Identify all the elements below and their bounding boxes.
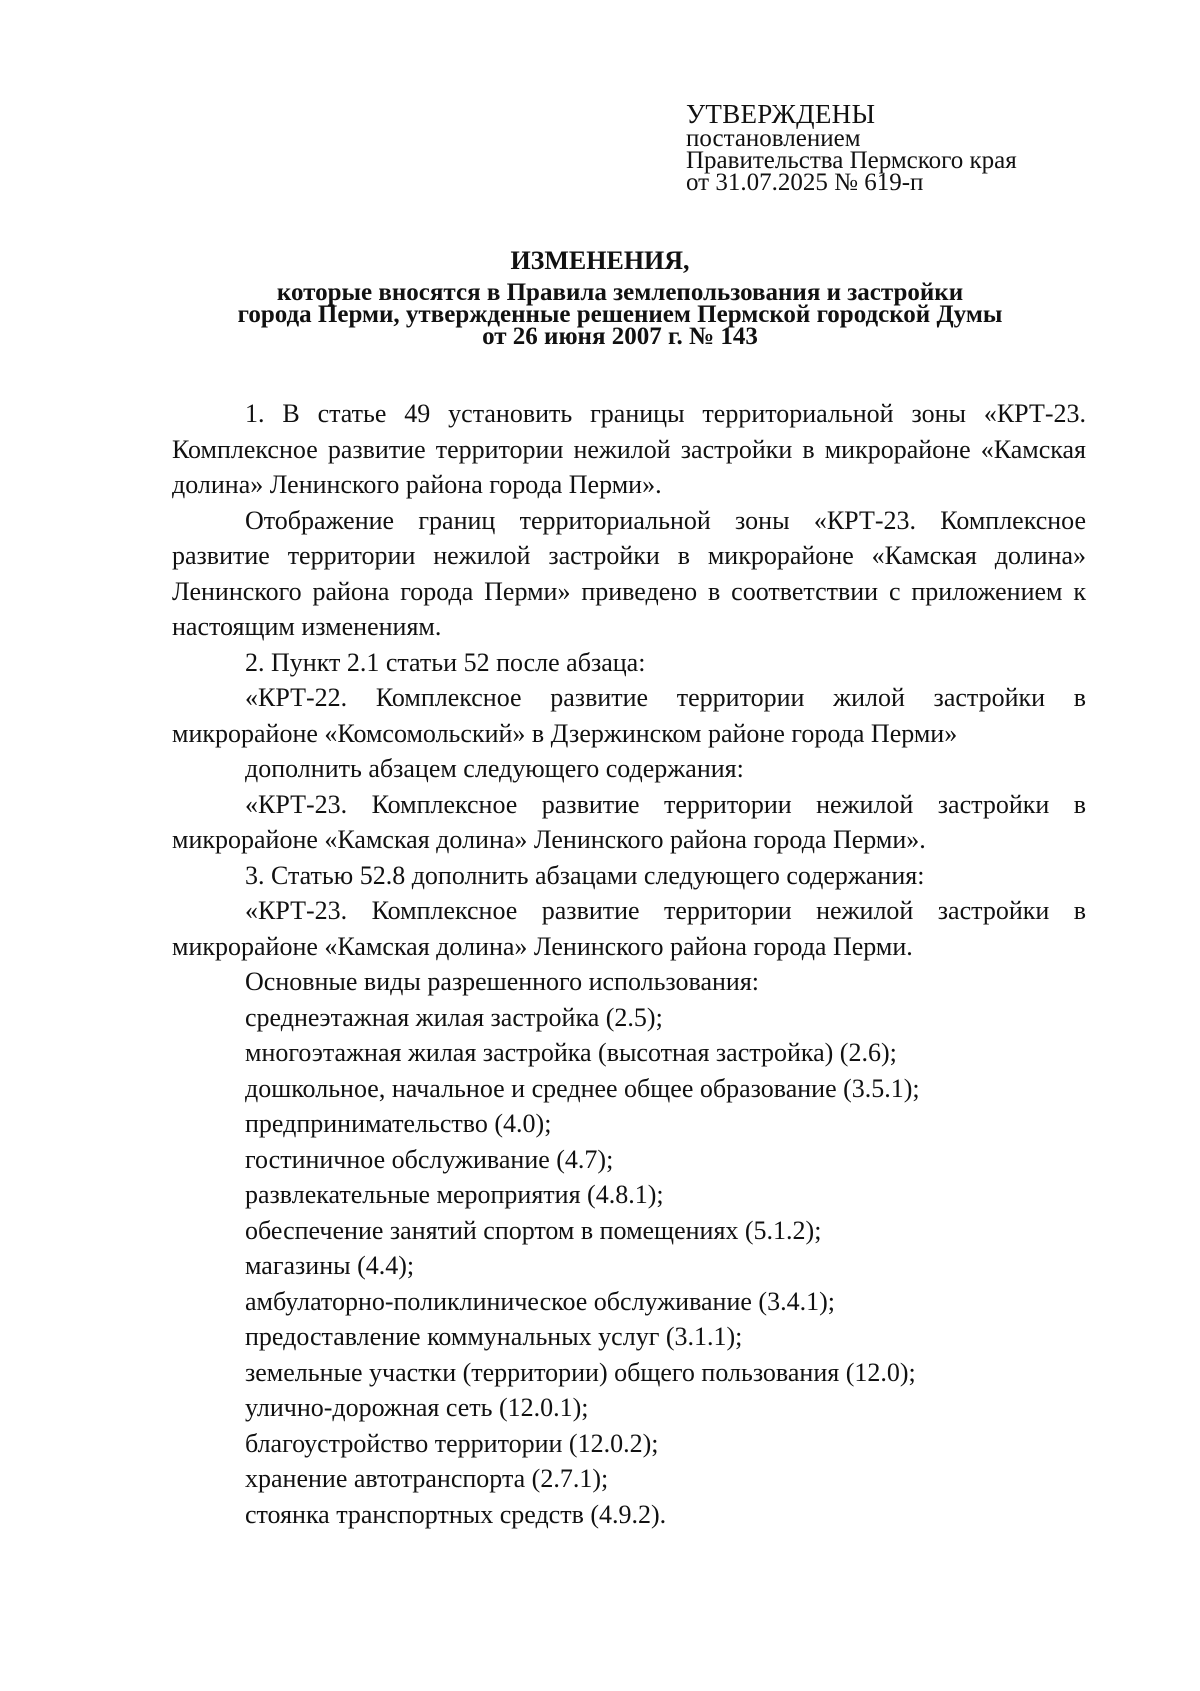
- list-item: развлекательные мероприятия (4.8.1);: [245, 1180, 664, 1209]
- list-item: земельные участки (территории) общего пользования (12.0);: [245, 1357, 916, 1387]
- list-item: амбулаторно-поликлиническое обслуживание (3.4.1);: [245, 1286, 835, 1316]
- list-item: гостиничное обслуживание (4.7);: [245, 1144, 614, 1174]
- permitted-uses-list: [172, 1000, 1086, 1533]
- list-item: предоставление коммунальных услуг (3.1.1);: [245, 1322, 743, 1351]
- list-item: хранение автотранспорта (2.7.1);: [245, 1464, 609, 1493]
- paragraph-6: «КРТ-23. Комплексное развитие территории нежилой застройки в микрорайоне «Камская долина» Ленинского района города Перми».: [172, 789, 1086, 854]
- list-item: магазины (4.4);: [245, 1251, 415, 1280]
- approval-line-3: от 31.07.2025 № 619-п: [686, 169, 924, 196]
- paragraph-3: 2. Пункт 2.1 статьи 52 после абзаца:: [245, 647, 646, 677]
- approval-line-1: постановлением: [686, 125, 861, 152]
- paragraph-2: Отображение границ территориальной зоны «КРТ-23. Комплексное развитие территории нежилой застройки в микрорайоне «Камская долина» Ленинского района города Перми» приведено в соответствии с приложением к настоящим изменениям.: [172, 505, 1086, 641]
- subtitle-line-1: которые вносятся в Правила землепользования и застройки: [276, 279, 964, 306]
- list-item: благоустройство территории (12.0.2);: [245, 1428, 659, 1458]
- paragraph-5: дополнить абзацем следующего содержания:: [245, 754, 744, 783]
- approval-line-2: Правительства Пермского края: [686, 147, 1017, 174]
- paragraph-4: «КРТ-22. Комплексное развитие территории жилой застройки в микрорайоне «Комсомольский» в Дзержинском районе города Перми»: [172, 683, 1086, 748]
- subtitle-line-3: от 26 июня 2007 г. № 143: [482, 323, 758, 350]
- list-item: многоэтажная жилая застройка (высотная застройка) (2.6);: [245, 1038, 897, 1067]
- document-body: [172, 396, 1086, 1532]
- subtitle-line-2: города Перми, утвержденные решением Пермской городской Думы: [237, 301, 1003, 328]
- list-item: дошкольное, начальное и среднее общее образование (3.5.1);: [245, 1073, 920, 1103]
- paragraph-1: 1. В статье 49 установить границы территориальной зоны «КРТ-23. Комплексное развитие территории нежилой застройки в микрорайоне «Камская долина» Ленинского района города Перми».: [172, 399, 1086, 499]
- approval-heading: УТВЕРЖДЕНЫ: [686, 99, 876, 129]
- approval-block: [686, 100, 1166, 194]
- list-item: среднеэтажная жилая застройка (2.5);: [245, 1002, 663, 1032]
- paragraph-7: 3. Статью 52.8 дополнить абзацами следующего содержания:: [245, 860, 925, 890]
- paragraph-9: Основные виды разрешенного использования:: [245, 967, 760, 996]
- list-item: стоянка транспортных средств (4.9.2).: [245, 1499, 667, 1529]
- document-subtitle: [160, 279, 1080, 350]
- document-title: ИЗМЕНЕНИЯ,: [510, 246, 690, 275]
- list-item: обеспечение занятий спортом в помещениях (5.1.2);: [245, 1215, 822, 1245]
- list-item: предпринимательство (4.0);: [245, 1109, 552, 1138]
- paragraph-8: «КРТ-23. Комплексное развитие территории нежилой застройки в микрорайоне «Камская долина» Ленинского района города Перми.: [172, 896, 1086, 961]
- list-item: улично-дорожная сеть (12.0.1);: [245, 1393, 589, 1422]
